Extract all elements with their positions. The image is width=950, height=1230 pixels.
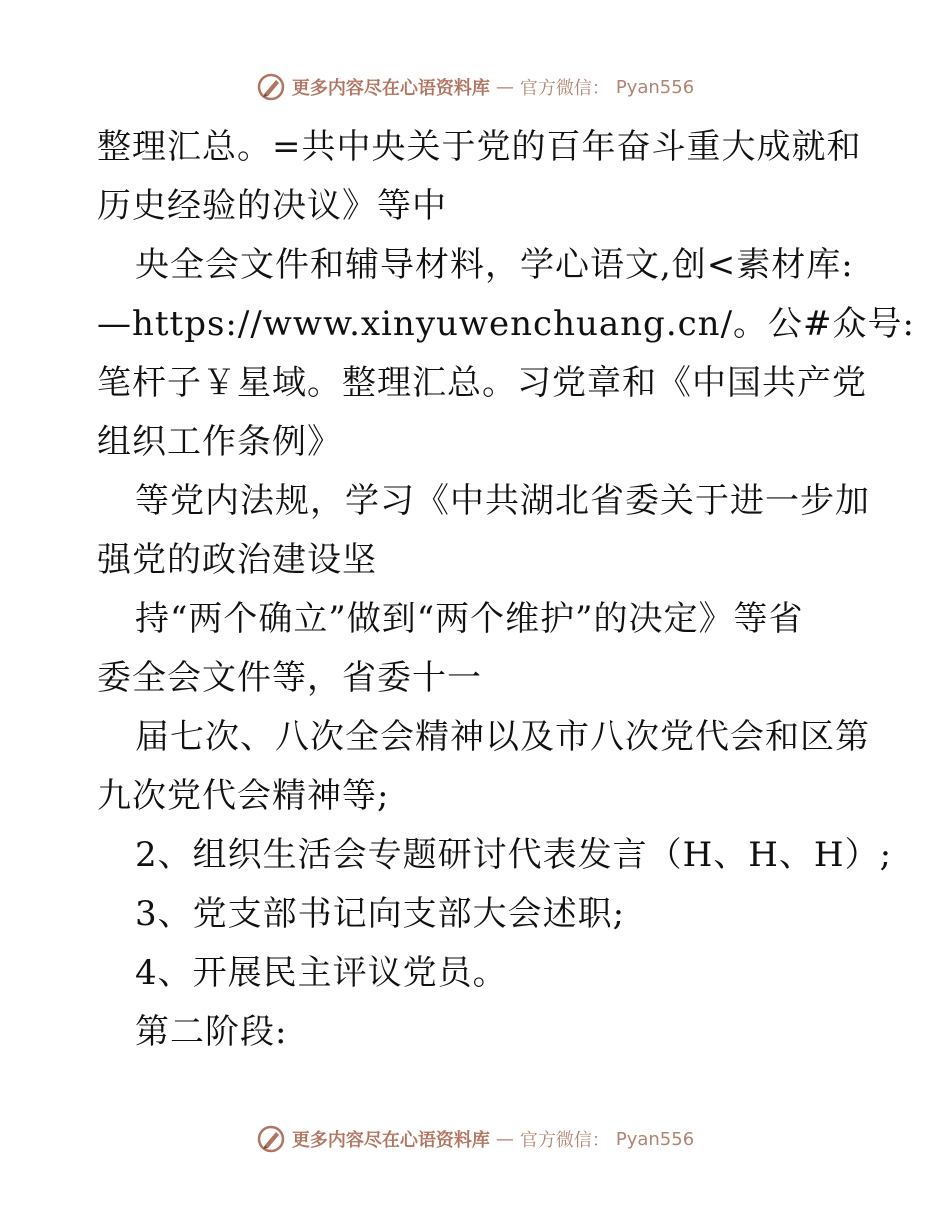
text-line: 强党的政治建设坚 (97, 540, 377, 580)
text-line: 届七次、八次全会精神以及市八次党代会和区第 (135, 717, 870, 757)
watermark-account-id: Pyan556 (615, 1128, 695, 1150)
numbered-item: 4、开展民主评议党员。 (135, 953, 508, 993)
numbered-item: 2、组织生活会专题研讨代表发言（H、H、H）; (135, 835, 893, 875)
text-line: 委全会文件等，省委十一 (97, 658, 482, 698)
pen-logo-icon (256, 1124, 286, 1154)
text-line: 持“两个确立”做到“两个维护”的决定》等省 (135, 599, 804, 639)
watermark-site-text: 更多内容尽在心语资料库 (291, 1130, 490, 1151)
watermark-account-label: 官方微信： (519, 78, 610, 99)
watermark-dash: — (495, 76, 514, 98)
watermark-account-id: Pyan556 (615, 76, 695, 98)
watermark-site-text: 更多内容尽在心语资料库 (291, 78, 490, 99)
header-watermark (0, 72, 950, 102)
text-line: 等党内法规，学习《中共湖北省委关于进一步加 (135, 481, 870, 521)
document-body (97, 118, 915, 1062)
text-line: 笔杆子￥星域。整理汇总。习党章和《中国共产党 (97, 363, 867, 403)
footer-watermark (0, 1124, 950, 1154)
watermark-account-label: 官方微信： (519, 1130, 610, 1151)
text-line: 整理汇总。=共中央关于党的百年奋斗重大成就和 (97, 127, 862, 167)
pen-logo-icon (256, 72, 286, 102)
section-heading: 第二阶段: (135, 1012, 288, 1052)
text-line: 央全会文件和辅导材料，学心语文,创<素材库: (135, 245, 854, 285)
watermark-dash: — (495, 1128, 514, 1150)
text-line: 九次党代会精神等; (97, 776, 390, 816)
text-line: —https://www.xinyuwenchuang.cn/。公#众号: (97, 304, 915, 344)
text-line: 组织工作条例》 (97, 422, 342, 462)
numbered-item: 3、党支部书记向支部大会述职; (135, 894, 626, 934)
text-line: 历史经验的决议》等中 (97, 186, 447, 226)
